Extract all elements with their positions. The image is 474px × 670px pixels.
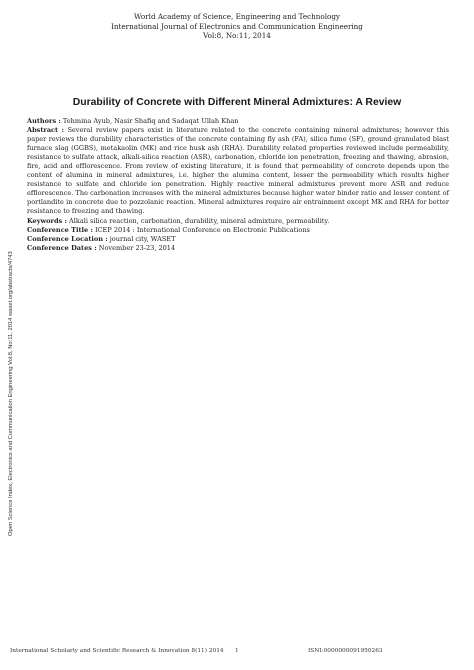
footer-publisher: International Scholarly and Scientific Research & Innovation 8(11) 2014 [10, 648, 224, 654]
conference-title-line [27, 226, 449, 235]
authors-line [27, 117, 449, 126]
authors-value: Tehmina Ayub, Nasir Shafiq and Sadaqat Ullah Khan [62, 117, 239, 125]
conference-location-line [27, 235, 449, 244]
side-index-text: Open Science Index, Electronics and Communication Engineering Vol:8, No:11, 2014 waset.org/abstracts/4743 [8, 251, 14, 536]
paper-title: Durability of Concrete with Different Mineral Admixtures: A Review [72, 97, 402, 108]
abstract-label: Abstract : [27, 126, 65, 135]
authors-label: Authors : [27, 117, 61, 125]
volume-info: Vol:8, No:11, 2014 [203, 31, 271, 41]
keywords-line [27, 217, 449, 226]
publisher-name: World Academy of Science, Engineering and Technology [134, 12, 340, 21]
paper-body [27, 117, 449, 253]
abstract-text: Several review papers exist in literature related to the concrete containing mineral admixtures; however this paper reviews the durability characteristics of the concrete containing fly ash (FA), silica fume (SF), ground granulated blast furnace slag (GGBS), metakaolin (MK) and rice husk ash (RHA). Durability related properties reviewed include permeability, resistance to sulfate attack, alkali-silica reaction (ASR), carbonation, chloride ion penetration, freezing and thawing, abrasion, fire, acid and efflorescence. From review of existing literature, it is found that permeability of concrete depends upon the content of alumina in mineral admixtures, i.e. higher the alumina content, lesser the permeability which results higher resistance to sulfate and chloride ion penetration. Highly reactive mineral admixtures prevent more ASR and reduce efflorescence. The carbonation increases with the mineral admixtures because higher water binder ratio and lesser content of portlandite in concrete due to pozzolanic reaction. Mineral admixtures require air entrainment except MK and RHA for better resistance to freezing and thawing. [27, 126, 449, 216]
abstract-paragraph [27, 126, 449, 216]
page-number: 1 [235, 648, 239, 654]
keywords-label: Keywords : [27, 216, 67, 225]
keywords-value: Alkali silica reaction, carbonation, durability, mineral admixture, permeability. [69, 216, 330, 225]
conference-dates-label: Conference Dates : [27, 243, 97, 252]
conference-title-label: Conference Title : [27, 225, 93, 234]
conference-dates-value: November 23-23, 2014 [98, 243, 176, 252]
conference-location-value: journal city, WASET [109, 234, 176, 243]
journal-name: International Journal of Electronics and Communication Engineering [111, 21, 363, 31]
journal-header [0, 12, 474, 41]
conference-dates-line [27, 244, 449, 253]
footer-issn: ISNI:0000000091950263 [308, 648, 383, 654]
conference-location-label: Conference Location : [27, 234, 108, 243]
conference-title-value: ICEP 2014 : International Conference on Electronic Publications [94, 225, 310, 234]
